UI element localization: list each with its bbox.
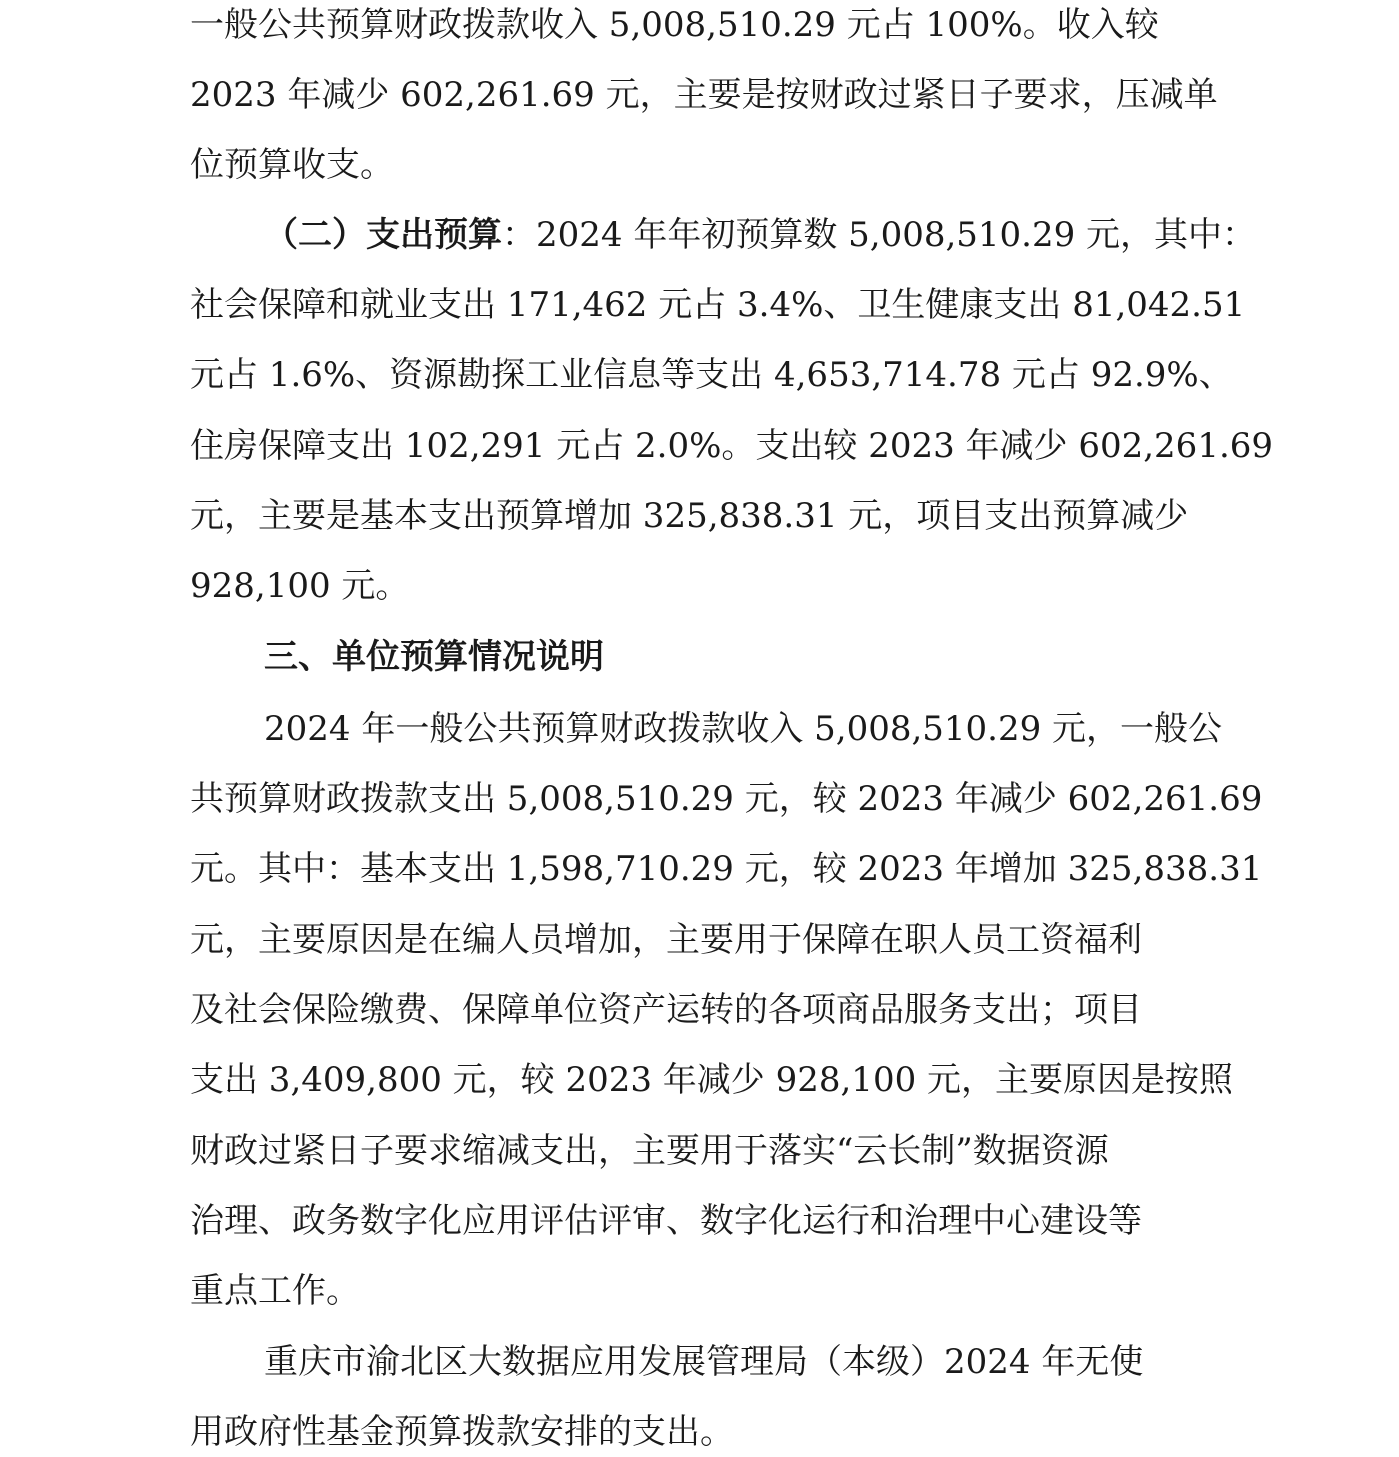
text-line: 用政府性基金预算拨款安排的支出。	[190, 1412, 734, 1452]
section-heading: 三、单位预算情况说明	[264, 637, 604, 677]
text-line: 元。其中：基本支出 1,598,710.29 元，较 2023 年增加 325,838.31	[190, 849, 1263, 889]
text-line: 及社会保险缴费、保障单位资产运转的各项商品服务支出；项目	[190, 990, 1142, 1030]
text-line: 元占 1.6%、资源勘探工业信息等支出 4,653,714.78 元占 92.9%、	[190, 355, 1233, 395]
text-line: 位预算收支。	[190, 145, 394, 185]
text-line: 支出 3,409,800 元，较 2023 年减少 928,100 元，主要原因是按照	[190, 1060, 1234, 1100]
text-line: 共预算财政拨款支出 5,008,510.29 元，较 2023 年减少 602,261.69	[190, 779, 1263, 819]
text-line: 住房保障支出 102,291 元占 2.0%。支出较 2023 年减少 602,261.69	[190, 426, 1274, 466]
text-line: 重庆市渝北区大数据应用发展管理局（本级）2024 年无使	[264, 1342, 1144, 1382]
text-line: 928,100 元。	[190, 566, 410, 606]
text-line: 2024 年一般公共预算财政拨款收入 5,008,510.29 元，一般公	[264, 709, 1223, 749]
text-line: 社会保障和就业支出 171,462 元占 3.4%、卫生健康支出 81,042.51	[190, 285, 1246, 325]
subsection-text: ：2024 年年初预算数 5,008,510.29 元，其中：	[502, 215, 1257, 255]
text-line: 财政过紧日子要求缩减支出，主要用于落实“云长制”数据资源	[190, 1131, 1109, 1171]
text-line: 治理、政务数字化应用评估评审、数字化运行和治理中心建设等	[190, 1201, 1142, 1241]
text-line: 元，主要原因是在编人员增加，主要用于保障在职人员工资福利	[190, 920, 1142, 960]
text-line: 一般公共预算财政拨款收入 5,008,510.29 元占 100%。收入较	[190, 5, 1159, 45]
text-line: 元，主要是基本支出预算增加 325,838.31 元，项目支出预算减少	[190, 496, 1189, 536]
text-line	[264, 212, 1256, 258]
subsection-label: （二）支出预算	[264, 215, 502, 255]
text-line: 重点工作。	[190, 1271, 360, 1311]
text-line: 2023 年减少 602,261.69 元，主要是按财政过紧日子要求，压减单	[190, 75, 1218, 115]
